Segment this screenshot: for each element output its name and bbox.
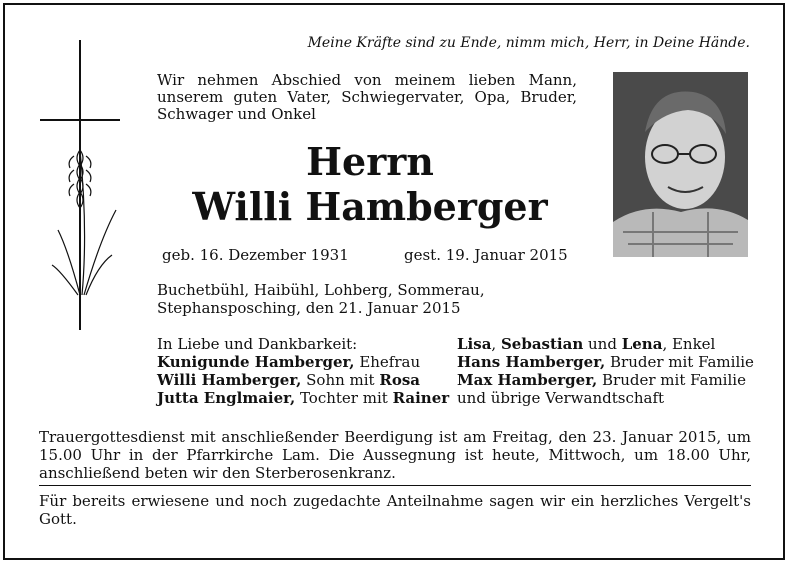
name-title: Herrn bbox=[306, 139, 434, 184]
places bbox=[157, 281, 485, 317]
family-row: und übrige Verwandtschaft bbox=[457, 389, 665, 407]
family-right bbox=[457, 335, 754, 407]
cross-with-wheat-icon bbox=[40, 40, 130, 330]
family-row: Willi Hamberger, Sohn mit Rosa bbox=[157, 371, 420, 389]
death-date: gest. 19. Januar 2015 bbox=[404, 246, 568, 264]
divider bbox=[39, 485, 751, 486]
birth-date: geb. 16. Dezember 1931 bbox=[162, 246, 349, 264]
family-row: Hans Hamberger, Bruder mit Familie bbox=[457, 353, 754, 371]
family-row: Lisa, Sebastian und Lena, Enkel bbox=[457, 335, 716, 353]
family-row: Max Hamberger, Bruder mit Familie bbox=[457, 371, 746, 389]
family-row: Jutta Englmaier, Tochter mit Rainer bbox=[157, 389, 450, 407]
places-line: Stephansposching, den 21. Januar 2015 bbox=[157, 299, 461, 317]
thanks-text: Für bereits erwiesene und noch zugedachte Anteilnahme sagen wir ein herzliches Vergelt's Gott. bbox=[39, 492, 751, 528]
family-left bbox=[157, 335, 449, 407]
family-row: Kunigunde Hamberger, Ehefrau bbox=[157, 353, 421, 371]
intro-text: Wir nehmen Abschied von meinem lieben Mann, unserem guten Vater, Schwiegervater, Opa, Bruder, Schwager und Onkel bbox=[157, 71, 577, 123]
family-heading: In Liebe und Dankbarkeit: bbox=[157, 335, 358, 353]
motto: Meine Kräfte sind zu Ende, nimm mich, Herr, in Deine Hände. bbox=[307, 35, 750, 51]
deceased-name: Willi Hamberger bbox=[192, 184, 548, 229]
service-info: Trauergottesdienst mit anschließender Beerdigung ist am Freitag, den 23. Januar 2015, um 15.00 Uhr in der Pfarrkirche Lam. Die Aussegnung ist heute, Mittwoch, um 18.00 Uhr, anschließend beten wir den Sterberosenkranz. bbox=[39, 428, 751, 482]
places-line: Buchetbühl, Haibühl, Lohberg, Sommerau, bbox=[157, 281, 485, 299]
portrait-photo bbox=[613, 72, 748, 257]
